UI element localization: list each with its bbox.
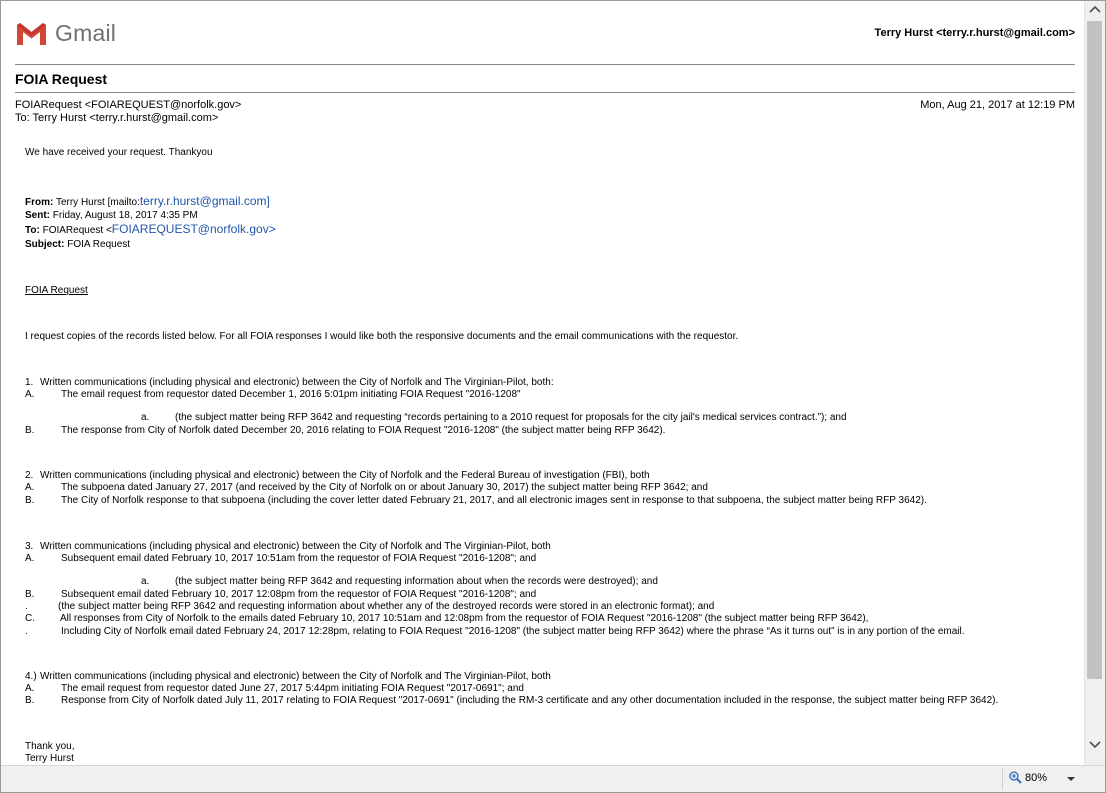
account-name: Terry Hurst <terry.r.hurst@gmail.com> (874, 27, 1075, 39)
zoom-control[interactable] (1009, 771, 1047, 784)
dropdown-arrow-icon[interactable] (1067, 777, 1075, 781)
email-to: To: Terry Hurst <terry.r.hurst@gmail.com> (15, 112, 219, 124)
scroll-thumb[interactable] (1087, 21, 1102, 679)
subject-divider (15, 92, 1075, 93)
quoted-subject: Subject: FOIA Request (25, 239, 131, 250)
list-item: a. (the subject matter being RFP 3642 and requesting “records pertaining to a 2010 request for proposals for the city jail's medical services contract.”); and (141, 412, 847, 423)
signature: Terry Hurst (25, 753, 74, 764)
quoted-sent: Sent: Friday, August 18, 2017 4:35 PM (25, 210, 198, 221)
email-from: FOIARequest <FOIAREQUEST@norfolk.gov> (15, 99, 242, 111)
gmail-logo (15, 19, 116, 47)
quoted-from-email-link[interactable]: terry.r.hurst@gmail.com (139, 194, 267, 208)
list-item: 3. Written communications (including physical and electronic) between the City of Norfolk and The Virginian-Pilot, both (25, 541, 551, 552)
header-divider (15, 64, 1075, 65)
list-item: . (the subject matter being RFP 3642 and requesting information about whether any of the destroyed records were stored in an electronic format); and (25, 601, 715, 612)
list-item: A. The subpoena dated January 27, 2017 (and received by the City of Norfolk on or about January 30, 2017) the subject matter being RFP 3642; and (25, 482, 708, 493)
zoom-icon (1009, 771, 1022, 784)
zoom-level: 80% (1024, 771, 1047, 784)
scroll-down-button[interactable] (1085, 737, 1105, 755)
email-subject: FOIA Request (15, 71, 108, 87)
gmail-m-icon (15, 21, 48, 46)
list-item: A. The email request from requestor dated June 27, 2017 5:44pm initiating FOIA Request "2017-0691"; and (25, 683, 524, 694)
list-item: 1. Written communications (including physical and electronic) between the City of Norfolk and The Virginian-Pilot, both: (25, 377, 554, 388)
request-heading: FOIA Request (25, 285, 88, 296)
closing-text: Thank you, (25, 741, 75, 752)
list-item: B. The City of Norfolk response to that subpoena (including the cover letter dated February 21, 2017, and all electronic images sent in response to that subpoena, the subject matter being RFP 3642). (25, 495, 927, 506)
list-item: 2. Written communications (including physical and electronic) between the City of Norfolk and the Federal Bureau of investigation (FBI), both (25, 470, 650, 481)
list-item: 4.) Written communications (including physical and electronic) between the City of Norfolk and The Virginian-Pilot, both (25, 671, 551, 682)
quoted-from: From: Terry Hurst [mailto:terry.r.hurst@gmail.com] (25, 194, 270, 208)
email-print-view (1, 1, 1083, 765)
list-item: B. The response from City of Norfolk dated December 20, 2016 relating to FOIA Request "2016-1208" (the subject matter being RFP 3642). (25, 425, 666, 436)
quoted-to-email-link[interactable]: FOIAREQUEST@norfolk.gov (111, 222, 269, 236)
scroll-up-button[interactable] (1085, 1, 1105, 19)
list-item: A. The email request from requestor dated December 1, 2016 5:01pm initiating FOIA Request "2016-1208" (25, 389, 521, 400)
list-item: B. Subsequent email dated February 10, 2017 12:08pm from the requestor of FOIA Request "2016-1208"; and (25, 589, 537, 600)
body-intro: We have received your request. Thankyou (25, 147, 213, 158)
chevron-up-icon (1089, 5, 1101, 13)
request-intro: I request copies of the records listed below. For all FOIA responses I would like both the responsive documents and the email communications with the requestor. (25, 331, 739, 342)
quoted-to: To: FOIARequest <FOIAREQUEST@norfolk.gov> (25, 222, 276, 236)
status-separator (1002, 768, 1003, 790)
list-item: a. (the subject matter being RFP 3642 and requesting information about when the records were destroyed); and (141, 576, 658, 587)
status-bar (1, 765, 1105, 793)
chevron-down-icon (1089, 741, 1101, 749)
list-item: C. All responses from City of Norfolk to the emails dated February 10, 2017 10:51am and 12:08pm from the requestor of FOIA Request "2016-1208" (the subject matter being RFP 3642), (25, 613, 869, 624)
gmail-logo-text: Gmail (55, 19, 117, 46)
list-item: B. Response from City of Norfolk dated July 11, 2017 relating to FOIA Request "2017-0691" (including the RM-3 certificate and any other documentation included in the response, the subject matter being RFP 3642). (25, 695, 999, 706)
vertical-scrollbar[interactable] (1084, 1, 1105, 765)
list-item: . Including City of Norfolk email dated February 24, 2017 12:28pm, relating to FOIA Request "2016-1208" (the subject matter being RFP 3642) where the phrase “As it turns out” is in any portion of the email. (25, 626, 965, 637)
list-item: A. Subsequent email dated February 10, 2017 10:51am from the requestor of FOIA Request "2016-1208"; and (25, 553, 537, 564)
email-date: Mon, Aug 21, 2017 at 12:19 PM (920, 99, 1075, 111)
